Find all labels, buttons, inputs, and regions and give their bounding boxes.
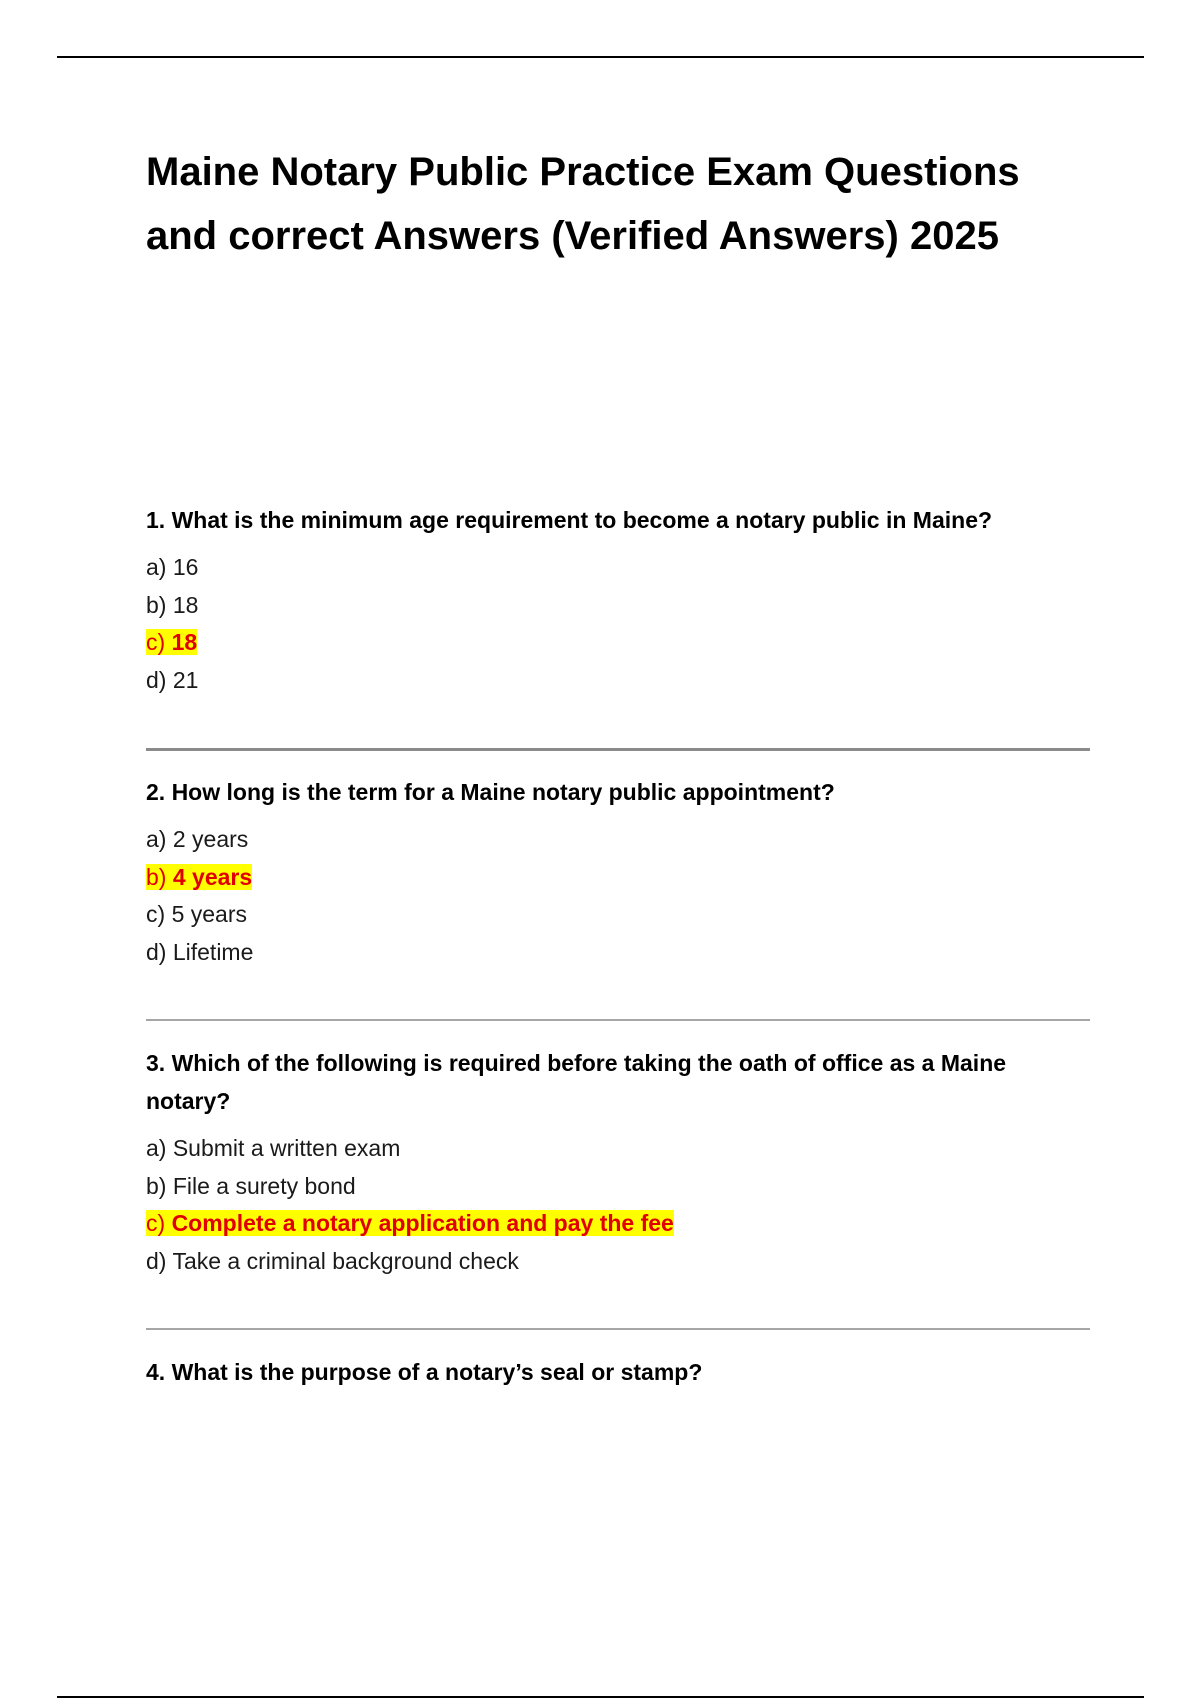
- question-text: 3. Which of the following is required before taking the oath of office as a Maine notary?: [146, 1050, 1007, 1114]
- bottom-rule: [57, 1696, 1144, 1698]
- option-a: [146, 1130, 1090, 1168]
- option-letter: d): [146, 938, 167, 965]
- question-4: [146, 1353, 1090, 1401]
- option-letter: c): [146, 901, 166, 927]
- option-text: Complete a notary application and pay the fee: [171, 1210, 674, 1236]
- option-c-correct: [146, 624, 1090, 662]
- option-text: 21: [172, 666, 199, 693]
- title-line-2: and correct Answers (Verified Answers) 2025: [146, 214, 999, 258]
- question-text: 2. How long is the term for a Maine notary public appointment?: [146, 779, 835, 805]
- option-letter: d): [146, 666, 167, 693]
- option-text: 2 years: [172, 826, 249, 852]
- option-letter: a): [146, 826, 167, 852]
- highlighted-answer: [146, 864, 252, 890]
- question-text: 4. What is the purpose of a notary’s seal or stamp?: [146, 1359, 703, 1385]
- option-letter: b): [146, 863, 167, 890]
- option-c-correct: [146, 1205, 1090, 1243]
- option-text: 5 years: [171, 901, 247, 927]
- option-letter: c): [146, 1210, 166, 1236]
- top-rule: [57, 56, 1144, 58]
- question-3: [146, 1044, 1090, 1280]
- question-text: 1. What is the minimum age requirement to become a notary public in Maine?: [146, 507, 993, 533]
- document-title: [146, 140, 1086, 268]
- question-divider: [146, 1328, 1090, 1330]
- option-c: [146, 896, 1090, 934]
- option-text: Lifetime: [172, 938, 254, 965]
- question-divider: [146, 748, 1090, 751]
- option-text: 18: [172, 591, 199, 618]
- option-d: [146, 662, 1090, 700]
- option-text: 4 years: [172, 863, 253, 890]
- option-list: [146, 1130, 1090, 1280]
- highlighted-answer: [146, 629, 197, 655]
- option-b: [146, 587, 1090, 625]
- option-letter: d): [146, 1247, 167, 1274]
- option-letter: c): [146, 629, 166, 655]
- option-list: [146, 549, 1090, 699]
- option-letter: b): [146, 591, 167, 618]
- option-b-correct: [146, 859, 1090, 897]
- question-divider: [146, 1019, 1090, 1021]
- option-text: Submit a written exam: [172, 1135, 401, 1161]
- highlighted-answer: [146, 1210, 674, 1236]
- option-letter: a): [146, 554, 167, 580]
- option-text: Take a criminal background check: [172, 1247, 519, 1274]
- option-a: [146, 549, 1090, 587]
- option-d: [146, 1243, 1090, 1281]
- option-text: 18: [171, 629, 198, 655]
- option-text: File a surety bond: [172, 1172, 356, 1199]
- option-text: 16: [172, 554, 199, 580]
- option-letter: a): [146, 1135, 167, 1161]
- title-line-1: Maine Notary Public Practice Exam Questions: [146, 150, 1020, 194]
- question-1: [146, 501, 1090, 699]
- option-a: [146, 821, 1090, 859]
- option-b: [146, 1168, 1090, 1206]
- option-d: [146, 934, 1090, 972]
- option-letter: b): [146, 1172, 167, 1199]
- option-list: [146, 821, 1090, 971]
- question-2: [146, 773, 1090, 971]
